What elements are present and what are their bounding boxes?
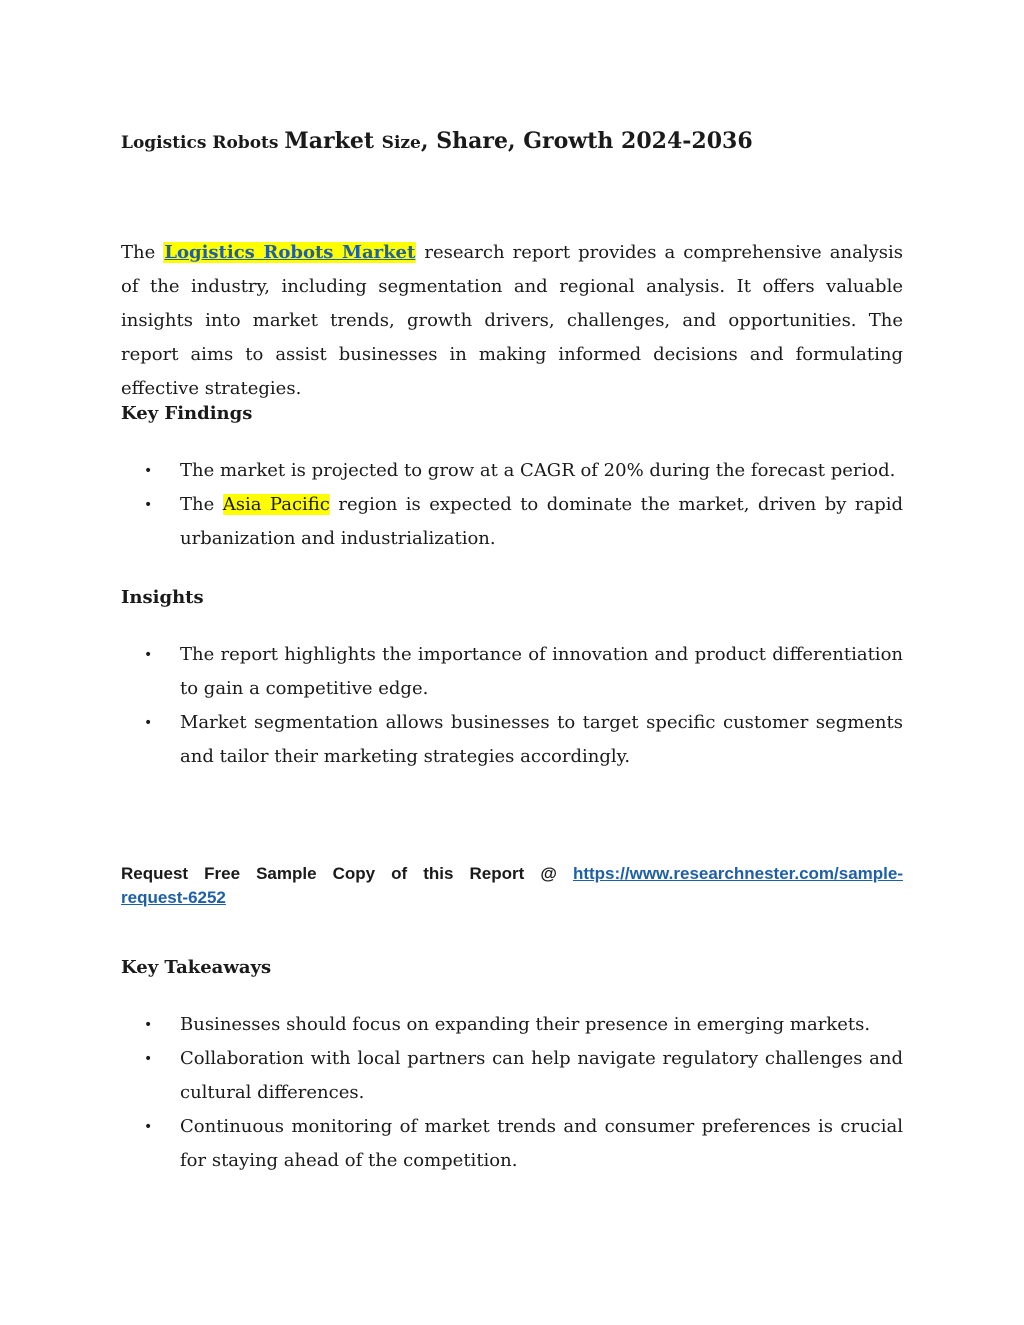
list-item-prefix: The	[180, 494, 223, 515]
list-item-text: Collaboration with local partners can help navigate regulatory challenges and cultural differences.	[180, 1048, 903, 1103]
intro-paragraph	[121, 236, 903, 406]
key-findings-heading: Key Findings	[121, 403, 253, 424]
key-takeaways-heading: Key Takeaways	[121, 957, 272, 978]
insights-heading: Insights	[121, 587, 204, 608]
list-item-text: The report highlights the importance of innovation and product differentiation to gain a competitive edge.	[180, 644, 903, 699]
list-item	[121, 488, 903, 556]
list-item-text: Continuous monitoring of market trends and consumer preferences is crucial for staying ahead of the competition.	[180, 1116, 903, 1171]
asia-pacific-highlight: Asia Pacific	[222, 494, 330, 515]
list-item-text: Market segmentation allows businesses to target specific customer segments and tailor their marketing strategies accordingly.	[180, 712, 903, 767]
intro-prefix: The	[121, 242, 164, 263]
list-item	[121, 638, 903, 706]
sample-request-link[interactable]: https://www.researchnester.com/sample-request-6252	[121, 864, 903, 907]
page-title	[121, 118, 753, 156]
list-item	[121, 454, 903, 488]
list-item	[121, 1110, 903, 1178]
list-item-text: The market is projected to grow at a CAGR of 20% during the forecast period.	[180, 460, 896, 481]
list-item-text: Businesses should focus on expanding their presence in emerging markets.	[180, 1014, 871, 1035]
list-item	[121, 1008, 903, 1042]
insights-list	[121, 638, 903, 774]
list-item	[121, 706, 903, 774]
list-item-suffix: region is expected to dominate the market, driven by rapid urbanization and industrialization.	[180, 494, 903, 549]
key-takeaways-list	[121, 1008, 903, 1178]
title-part-1: Logistics Robots	[121, 133, 285, 153]
title-part-2: Market	[284, 128, 382, 154]
list-item	[121, 1042, 903, 1110]
title-part-3: Size	[381, 133, 421, 153]
intro-body: research report provides a comprehensive analysis of the industry, including segmentation and regional analysis. It offers valuable insights into market trends, growth drivers, challenges, and opportunities. The report aims to assist businesses in making informed decisions and formulating effective strategies.	[121, 242, 903, 399]
market-report-link[interactable]: Logistics Robots Market	[164, 242, 416, 263]
request-label: Request Free Sample Copy of this Report @	[121, 864, 573, 883]
key-findings-list	[121, 454, 903, 556]
title-part-4: , Share, Growth 2024-2036	[420, 128, 753, 154]
sample-request-line	[121, 862, 903, 910]
